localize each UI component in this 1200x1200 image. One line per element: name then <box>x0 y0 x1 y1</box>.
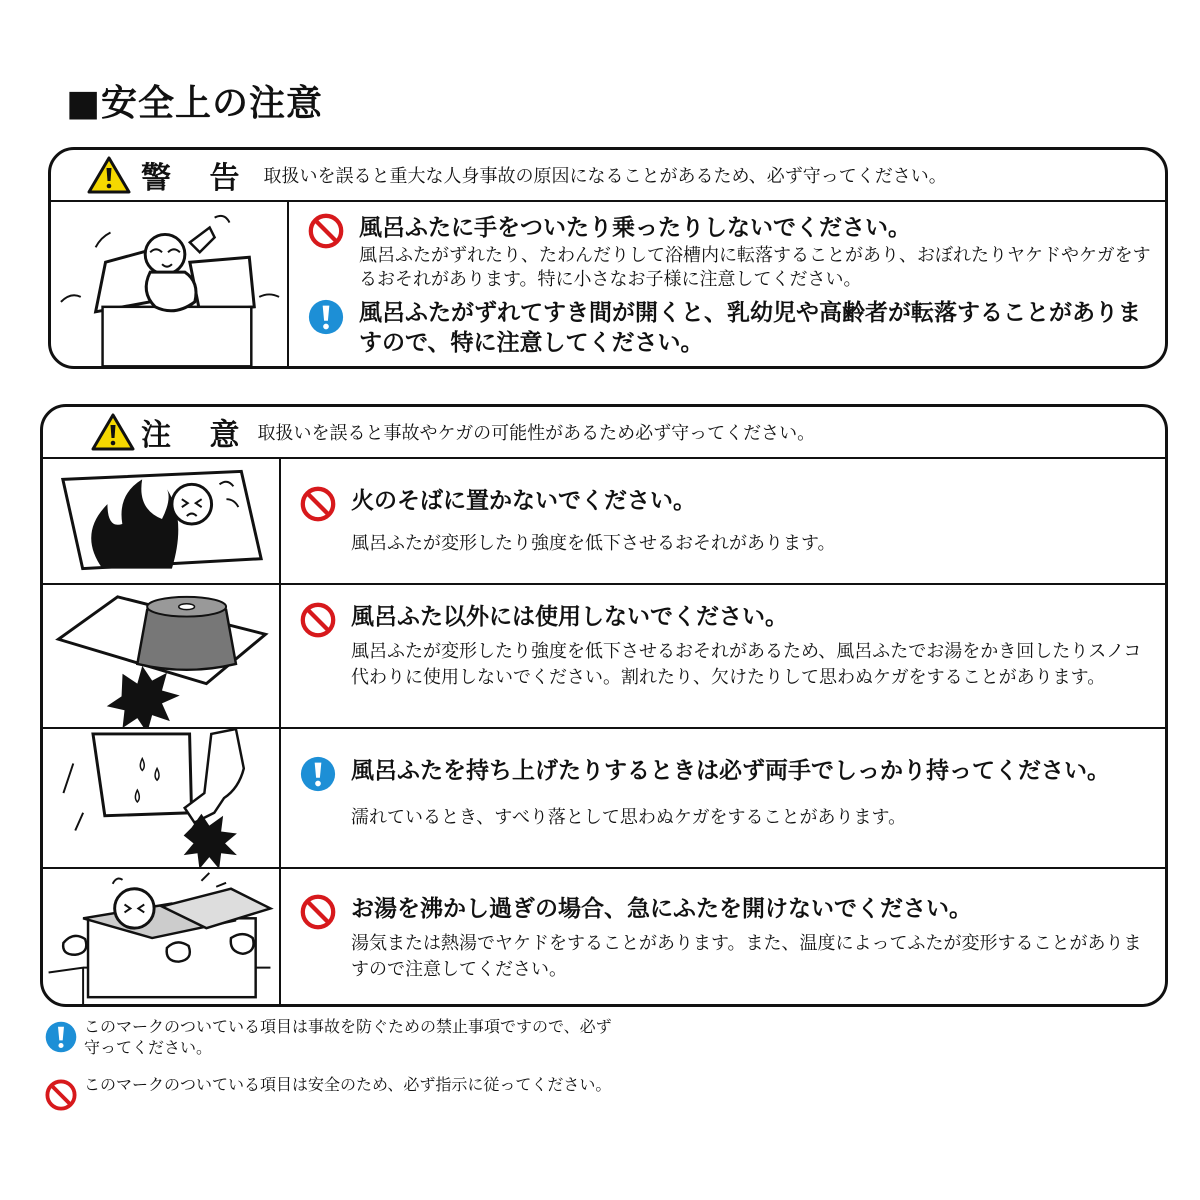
item-body: 湯気または熱湯でヤケドをすることがあります。また、温度によってふたが変形することがありますので注意してください。 <box>351 933 1142 980</box>
caution-item-1 <box>299 485 1151 557</box>
warning-item-2 <box>307 298 1151 358</box>
item-title: 風呂ふたに手をついたり乗ったりしないでください。 <box>359 215 911 241</box>
caution-description: 取扱いを誤ると事故やケガの可能性があるため必ず守ってください。 <box>257 423 816 444</box>
warning-header <box>51 150 1165 202</box>
item-title: 風呂ふたを持ち上げたりするときは必ず両手でしっかり持ってください。 <box>351 758 1110 784</box>
warning-triangle-icon <box>91 412 135 452</box>
warning-label: 警 告 <box>141 161 254 196</box>
page-title: ■安全上の注意 <box>66 83 324 124</box>
caution-header <box>43 407 1165 459</box>
exclamation-icon <box>299 755 337 793</box>
item-title: 風呂ふた以外には使用しないでください。 <box>351 604 788 630</box>
steam-illustration <box>43 869 281 1007</box>
warning-item-1 <box>307 212 1151 292</box>
item-title: 風呂ふたがずれてすき間が開くと、乳幼児や高齢者が転落することがありますので、特に注意してください。 <box>359 300 1141 356</box>
warning-box <box>48 147 1168 369</box>
exclamation-icon <box>44 1020 78 1054</box>
caution-content-fire <box>299 459 1151 583</box>
caution-item-4 <box>299 893 1151 983</box>
caution-content-misuse <box>299 585 1151 727</box>
item-body: 濡れているとき、すべり落として思わぬケガをすることがあります。 <box>351 807 907 828</box>
legend-prohibition <box>44 1074 624 1095</box>
item-title: 火のそばに置かないでください。 <box>351 488 696 514</box>
legend-exclamation <box>44 1016 624 1058</box>
warning-description: 取扱いを誤ると重大な人身事故の原因になることがあるため、必ず守ってください。 <box>263 166 947 187</box>
caution-row-steam <box>43 867 1165 1007</box>
caution-content-lift <box>299 729 1151 867</box>
weight-on-lid-illustration <box>43 585 281 727</box>
caution-content-steam <box>299 869 1151 1007</box>
prohibition-icon <box>44 1078 78 1112</box>
exclamation-icon <box>307 298 345 336</box>
legend-text: このマークのついている項目は安全のため、必ず指示に従ってください。 <box>84 1075 612 1094</box>
prohibition-icon <box>299 893 337 931</box>
warning-row <box>51 202 1165 369</box>
caution-row-misuse <box>43 583 1165 727</box>
child-on-bath-lid-illustration <box>51 202 289 369</box>
lifting-lid-illustration <box>43 729 281 867</box>
item-body: 風呂ふたが変形したり強度を低下させるおそれがあるため、風呂ふたでお湯をかき回したりスノコ代わりに使用しないでください。割れたり、欠けたりして思わぬケガをすることがあります。 <box>351 641 1142 688</box>
caution-row-lift <box>43 727 1165 867</box>
item-body: 風呂ふたがずれたり、たわんだりして浴槽内に転落することがあり、おぼれたりヤケドやケガをするおそれがあります。特に小さなお子様に注意してください。 <box>359 245 1151 290</box>
warning-triangle-icon <box>87 155 131 195</box>
caution-item-2 <box>299 601 1151 691</box>
caution-item-3 <box>299 755 1151 831</box>
prohibition-icon <box>299 601 337 639</box>
fire-illustration <box>43 459 281 583</box>
legend-text: このマークのついている項目は事故を防ぐための禁止事項ですので、必ず守ってください。 <box>84 1017 612 1057</box>
caution-row-fire <box>43 459 1165 583</box>
prohibition-icon <box>299 485 337 523</box>
prohibition-icon <box>307 212 345 250</box>
item-body: 風呂ふたが変形したり強度を低下させるおそれがあります。 <box>351 533 836 554</box>
warning-content <box>307 202 1151 369</box>
caution-box <box>40 404 1168 1007</box>
caution-label: 注 意 <box>141 418 254 453</box>
item-title: お湯を沸かし過ぎの場合、急にふたを開けないでください。 <box>351 896 972 922</box>
